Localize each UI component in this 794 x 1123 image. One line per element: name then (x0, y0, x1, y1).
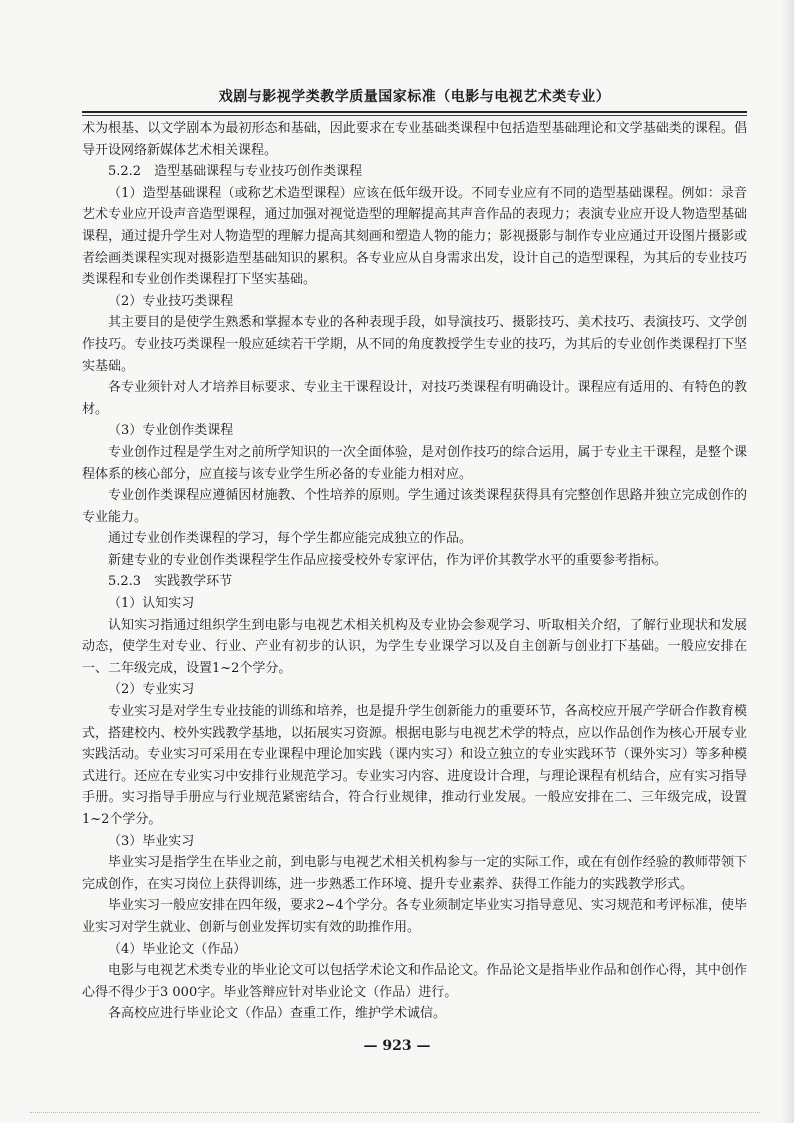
body-text (82, 118, 747, 1025)
subsection-heading: （2）专业实习 (108, 682, 195, 698)
header-rule-thin (82, 115, 747, 116)
paragraph: 专业创作过程是学生对之前所学知识的一次全面体验，是对创作技巧的综合运用，属于专业主干课程，是整个课程体系的核心部分，应直接与该专业学生所必备的专业能力相对应。 (82, 444, 747, 482)
paragraph: 毕业实习一般应安排在四年级，要求2~4个学分。各专业须制定毕业实习指导意见、实习规范和考评标准，使毕业实习对学生就业、创新与创业发挥切实有效的助推作用。 (82, 898, 747, 935)
paragraph: 各专业须针对人才培养目标要求、专业主干课程设计，对技巧类课程有明确设计。课程应有适用的、有特色的教材。 (82, 380, 747, 417)
paragraph: （1）造型基础课程（或称艺术造型课程）应该在低年级开设。不同专业应有不同的造型基础课程。例如：录音艺术专业应开设声音造型课程，通过加强对视觉造型的理解提高其声音作品的表现力；表演专业应开设人物造型基础课程，通过提升学生对人物造型的理解力提高其刻画和塑造人物的能力；影视摄影与制作专业应通过开设图片摄影或者绘画类课程实现对摄影造型基础知识的累积。各专业应从自身需求出发，设计自己的造型课程，为其后的专业技巧类课程和专业创作类课程打下坚实基础。 (82, 185, 747, 288)
paragraph: 其主要目的是使学生熟悉和掌握本专业的各种表现手段，如导演技巧、摄影技巧、美术技巧、表演技巧、文学创作技巧。专业技巧类课程一般应延续若干学期，从不同的角度教授学生专业的技巧，为其后的专业创作类课程打下坚实基础。 (82, 315, 747, 374)
section-heading: 5.2.2 造型基础课程与专业技巧创作类课程 (108, 164, 363, 180)
paragraph: 认知实习指通过组织学生到电影与电视艺术相关机构及专业协会参观学习、听取相关介绍，了解行业现状和发展动态，使学生对专业、行业、产业有初步的认识，为学生专业课学习以及自主创新与创业打下基础。一般应安排在一、二年级完成，设置1~2个学分。 (82, 617, 747, 676)
paragraph: 电影与电视艺术类专业的毕业论文可以包括学术论文和作品论文。作品论文是指毕业作品和创作心得，其中创作心得不得少于3 000字。毕业答辩应针对毕业论文（作品）进行。 (82, 963, 747, 1000)
paragraph: 专业创作类课程应遵循因材施教、个性培养的原则。学生通过该类课程获得具有完整创作思路并独立完成创作的专业能力。 (82, 488, 747, 525)
subsection-heading: （3）专业创作类课程 (108, 423, 234, 439)
paragraph: 各高校应进行毕业论文（作品）查重工作，维护学术诚信。 (108, 1006, 447, 1022)
running-header: 戏剧与影视学类教学质量国家标准（电影与电视艺术类专业） (218, 89, 611, 105)
header-rule (82, 111, 747, 113)
paragraph: 专业实习是对学生专业技能的训练和培养，也是提升学生创新能力的重要环节，各高校应开展产学研合作教育模式，搭建校内、校外实践教学基地，以拓展实习资源。根据电影与电视艺术学的特点，应以作品创作为核心开展专业实践活动。专业实习可采用在专业课程中理论加实践（课内实习）和设立独立的专业实践环节（课外实习）等多种模式进行。还应在专业实习中安排行业规范学习。专业实习内容、进度设计合理，与理论课程有机结合，应有实习指导手册。实习指导手册应与行业规范紧密结合，符合行业规律，推动行业发展。一般应安排在二、三年级完成，设置1~2个学分。 (82, 704, 747, 827)
subsection-heading: （1）认知实习 (108, 596, 195, 612)
scan-artifact (30, 1112, 760, 1113)
paragraph: 术为根基、以文学剧本为最初形态和基础，因此要求在专业基础类课程中包括造型基础理论和文学基础类的课程。倡导开设网络新媒体艺术相关课程。 (82, 121, 747, 158)
scan-shadow (780, 0, 794, 1123)
page-number: — 923 — (363, 1038, 431, 1054)
paragraph: 新建专业的专业创作类课程学生作品应接受校外专家评估，作为评价其教学水平的重要参考指标。 (108, 552, 668, 568)
subsection-heading: （2）专业技巧类课程 (108, 293, 234, 309)
paragraph: 通过专业创作类课程的学习，每个学生都应能完成独立的作品。 (108, 531, 473, 547)
subsection-heading: （4）毕业论文（作品） (108, 941, 247, 957)
paragraph: 毕业实习是指学生在毕业之前，到电影与电视艺术相关机构参与一定的实际工作，或在有创作经验的教师带领下完成创作，在实习岗位上获得训练，进一步熟悉工作环境、提升专业素养、获得工作能力的实践教学形式。 (82, 855, 747, 892)
subsection-heading: （3）毕业实习 (108, 833, 195, 849)
section-heading: 5.2.3 实践教学环节 (108, 574, 233, 590)
